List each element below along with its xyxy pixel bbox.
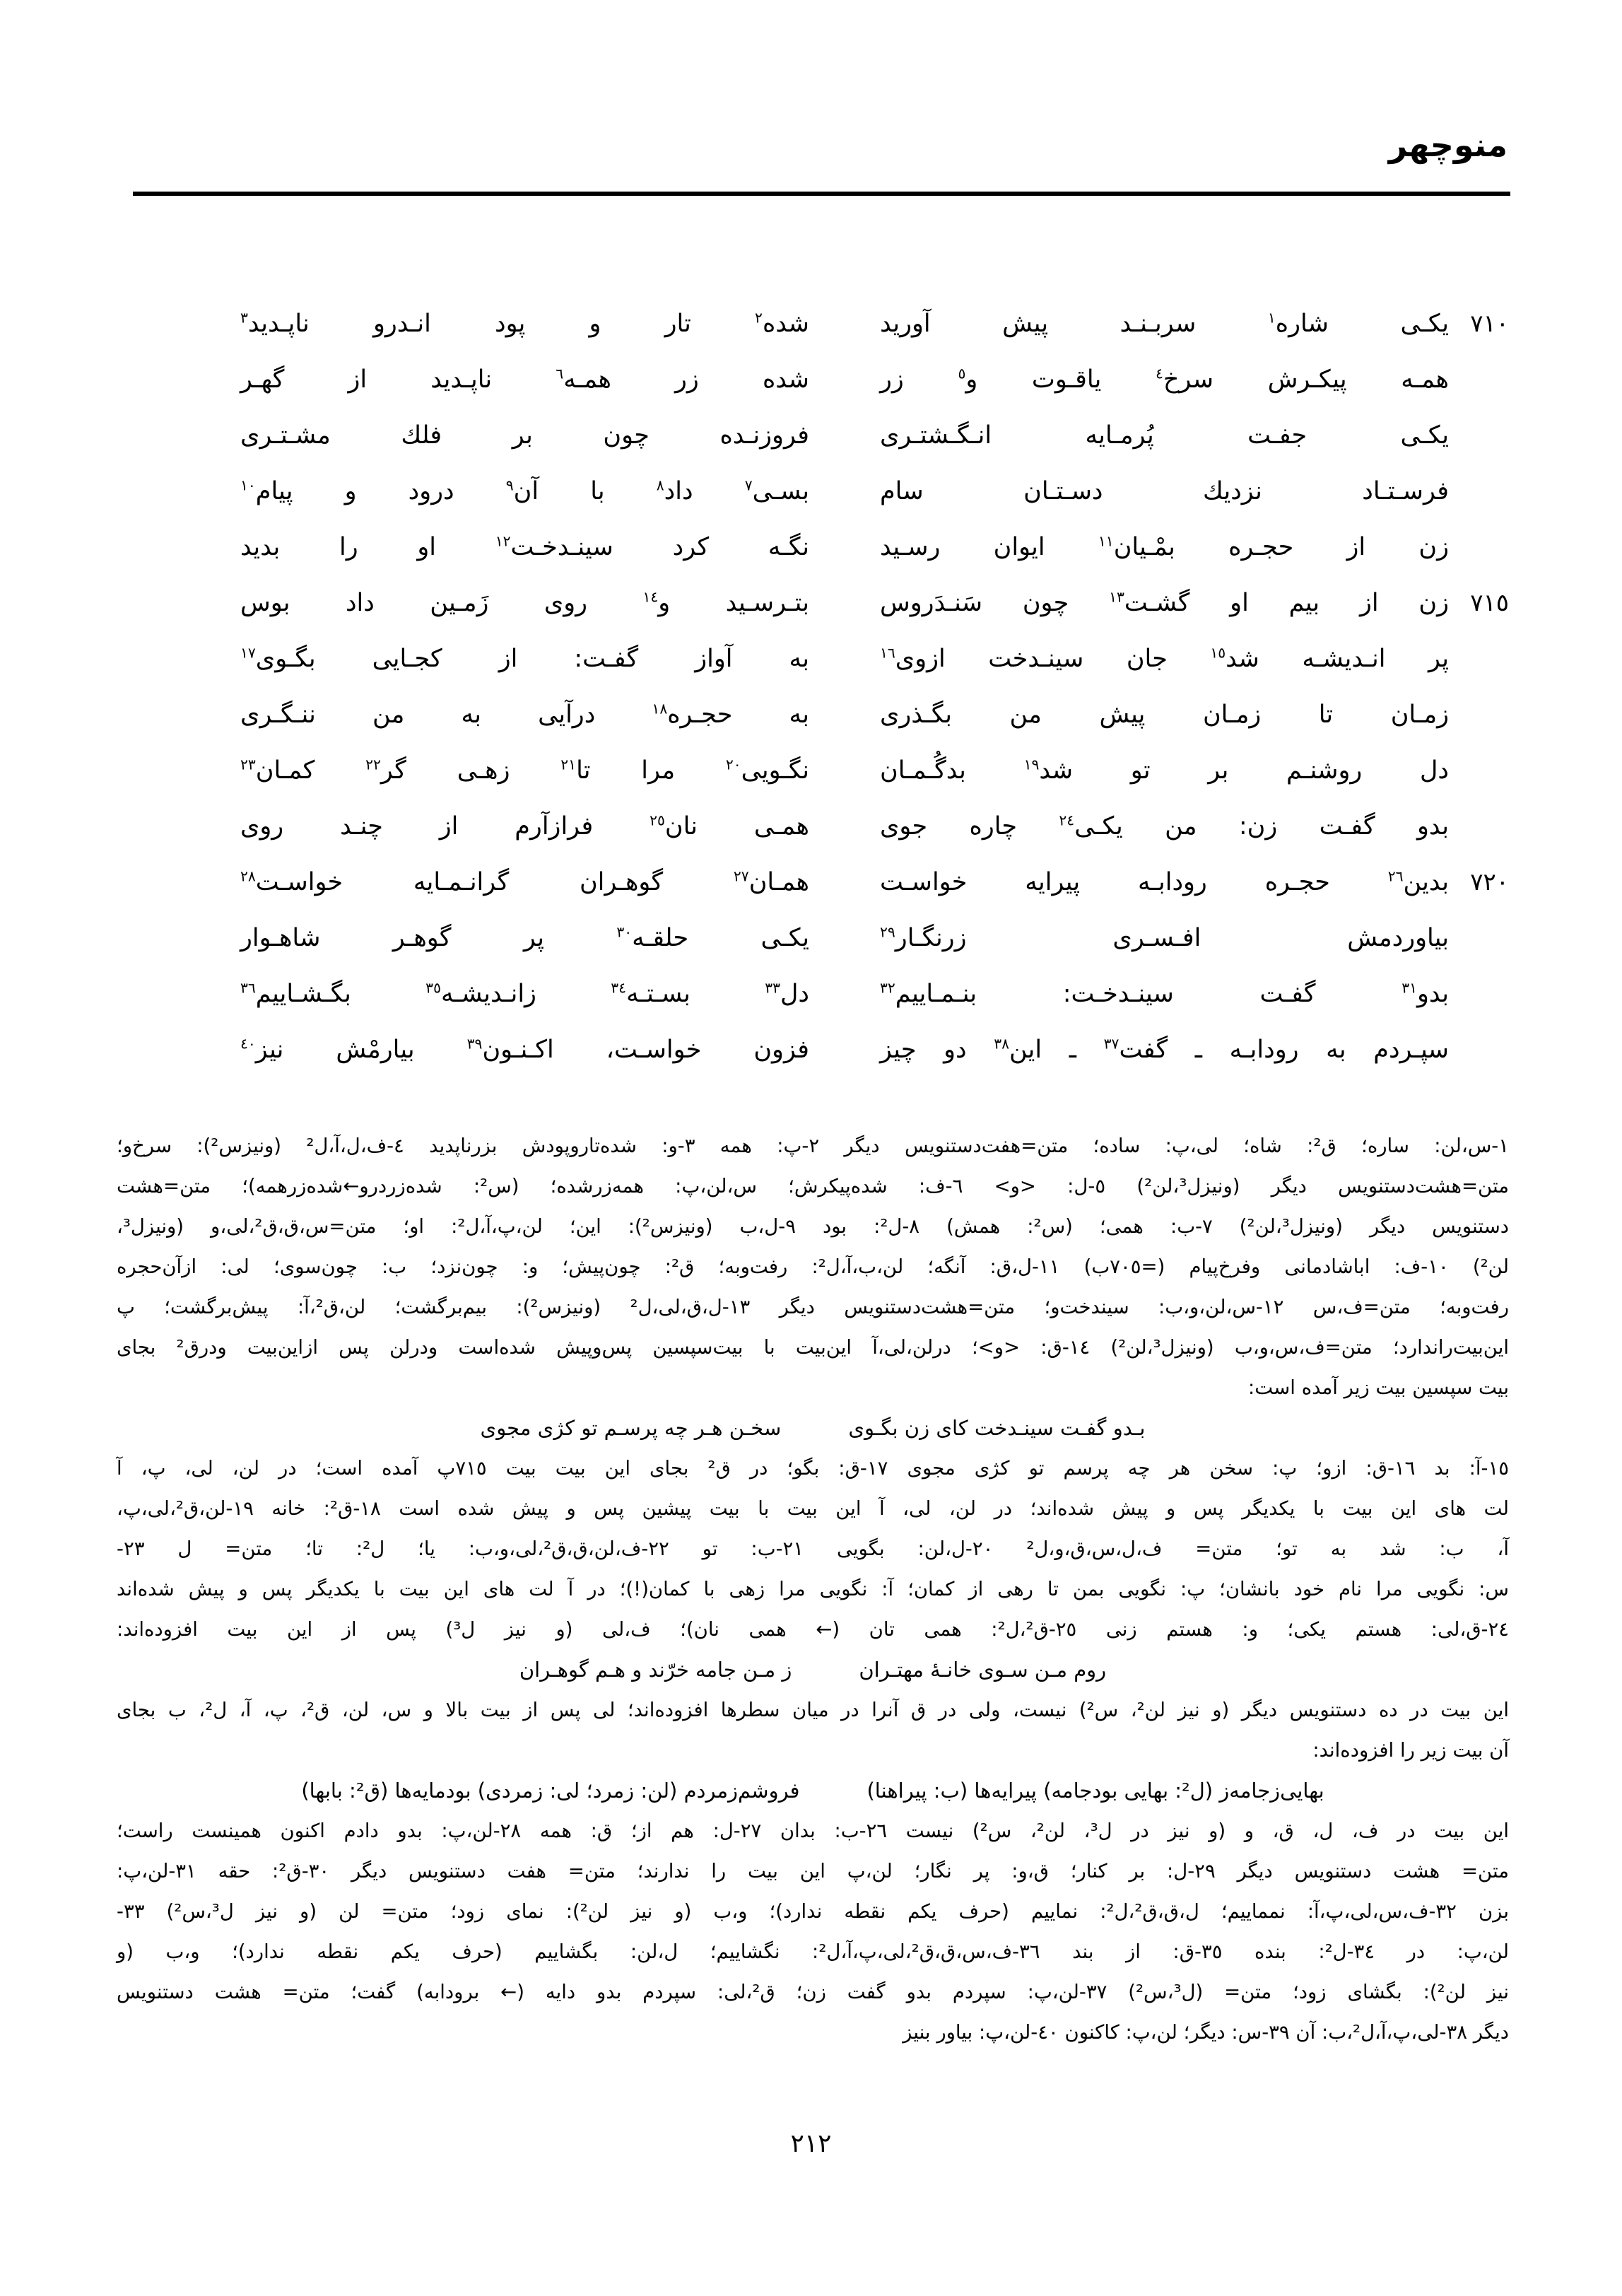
footnote-marker: ٢٨: [240, 867, 256, 884]
verse-row: [240, 631, 1509, 686]
page-header-title: منوچهر: [1388, 126, 1508, 164]
footnote-marker: ٨: [656, 476, 664, 493]
apparatus-line: آن بیت زیر را افزوده‌اند:: [1312, 1739, 1509, 1762]
apparatus-verse-right: بـدو گفـت سینـدخت كای زن بگـوی: [848, 1416, 1146, 1440]
critical-apparatus: [117, 1126, 1509, 2053]
verse-row: [240, 742, 1509, 798]
footnote-marker: ٢٠: [725, 755, 741, 773]
apparatus-verse-left: ز مـن جامه خرّند و هـم گوهـران: [519, 1658, 792, 1682]
footnote-marker: ٢٢: [365, 755, 381, 773]
hemistich-right: زن از حجـره بمْـیان$^{١١}$ ایوان رسـید: [880, 532, 1449, 561]
apparatus-line: لن،پ: در ٣٤-ل²: بنده ٣٥-ق: از بند ٣٦-ف،س،ق،ق²،لی،پ،آ،ل²: نگشاییم؛ ل،لن: بگشاییم (حرف یكم نقطه ندارد)؛ و،ب (و: [117, 1940, 1509, 1963]
hemistich-left: یكـی حلقـه$^{٣٠}$ پر گوهـر شاهـوار: [240, 922, 809, 952]
apparatus-verse-right: روم مـن سـوی خانـهٔ مهتـران: [859, 1658, 1107, 1682]
apparatus-line: بزن ٣٢-ف،س،لی،پ،آ: نمماییم؛ ل،ق،ق²،ل²: نماییم (حرف یكم نقطه ندارد)؛ و،ب (و نیز لن²): نمای زود؛ متن= لن (و نیز ل³،س²) ٣٣-: [117, 1900, 1510, 1923]
footnote-marker: ٧: [744, 476, 753, 493]
verse-row: [240, 519, 1509, 575]
apparatus-inline-verse: [117, 1650, 1509, 1690]
footnote-marker: ٢٦: [1387, 867, 1404, 884]
verse-row: [240, 966, 1509, 1021]
footnote-marker: ٣٨: [994, 1034, 1010, 1052]
hemistich-left: دل$^{٣٣}$ بسـتـه$^{٣٤}$ زانـدیشـه$^{٣٥}$ بگـشـاییم$^{٣٦}$: [240, 978, 809, 1008]
hemistich-left: بتـرسـید و$^{١٤}$ روی زَمـین داد بوس: [240, 587, 809, 617]
apparatus-line: ٢٤-ق،لی: هستم یكی؛ و: هستم زنی ٢٥-ق²،ل²: همی تان (← همی نان)؛ ف،لی (و نیز ل³) پس از این بیت افزوده‌اند:: [117, 1618, 1510, 1641]
footnote-marker: ١: [1267, 308, 1276, 326]
hemistich-left: به آواز گفـت: از كجـایی بگـوی$^{١٧}$: [240, 643, 809, 673]
verse-row: [240, 463, 1509, 519]
footnote-marker: ٤: [1155, 364, 1163, 382]
footnote-marker: ١٠: [240, 476, 256, 493]
verse-number: ٧١٥: [1470, 588, 1509, 617]
footnote-marker: ٣٠: [616, 922, 633, 940]
header-rule: [133, 192, 1510, 196]
footnote-marker: ١١: [1098, 532, 1114, 549]
footnote-marker: ١٧: [240, 643, 256, 661]
footnote-marker: ٣٦: [240, 978, 256, 996]
footnote-marker: ٢٧: [733, 867, 749, 884]
footnote-marker: ١٤: [642, 587, 659, 605]
hemistich-right: زن از بیم او گشـت$^{١٣}$ چون سَنـدَروس: [880, 587, 1449, 617]
page-number: ٢١٢: [790, 2129, 832, 2158]
hemistich-left: همـان$^{٢٧}$ گوهـران گرانـمـایه خواسـت$^{٢٨}$: [240, 867, 809, 896]
hemistich-right: یکـی شاره$^١$ سربـنـد پیش آورید: [880, 308, 1449, 338]
verse-number: ٧٢٠: [1470, 867, 1509, 896]
footnote-marker: ٢: [755, 308, 763, 326]
hemistich-right: بدو$^{٣١}$ گفـت سینـدخـت: بنـمـاییم$^{٣٢}$: [880, 978, 1449, 1008]
hemistich-right: دل روشنـم بر تو شد$^{١٩}$ بدگُـمـان: [880, 755, 1449, 785]
footnote-marker: ١٢: [495, 532, 511, 549]
hemistich-left: فروزنـده چون بر فلك مشـتـری: [240, 421, 809, 450]
verse-number: ٧١٠: [1470, 309, 1509, 338]
hemistich-left: به حجـره$^{١٨}$ درآیی به من ننـگـری: [240, 699, 809, 729]
apparatus-verse-left: سخـن هـر چه پرسـم تو كژی مجوی: [480, 1416, 782, 1440]
hemistich-left: نگـویی$^{٢٠}$ مرا تا$^{٢١}$ زهـی گر$^{٢٢}$ كمـان$^{٢٣}$: [240, 755, 809, 785]
footnote-marker: ٣٢: [880, 978, 895, 996]
footnote-marker: ٣٧: [1103, 1034, 1119, 1052]
verse-row: [240, 575, 1509, 631]
footnote-marker: ٤٠: [240, 1034, 256, 1052]
apparatus-line: متن=هشت‌دستنویس دیگر (ونیزل³،لن²) ٥-ل: <و> ٦-ف: شده‌پیكرش؛ س،لن،پ: همه‌زرشده؛ (س²: شده‌زردرو←شده‌زرهمه)؛ متن=هشت: [117, 1175, 1509, 1197]
hemistich-right: سپـردم به رودابـه ـ گفت$^{٣٧}$ ـ این$^{٣٨}$ دو چیز: [880, 1034, 1449, 1064]
poem-section: [240, 295, 1509, 1077]
verse-row: [240, 910, 1509, 966]
hemistich-right: بدین$^{٢٦}$ حجـره رودابـه پیرایه خواسـت: [880, 867, 1449, 896]
apparatus-line: نیز لن²): بگشای زود؛ متن= (ل³،س²) ٣٧-لن،پ: سپردم بدو گفت زن؛ ق²،لی: سپردم بدو دایه (← برودابه) گفت؛ متن= هشت دستنویس: [117, 1981, 1509, 2003]
footnote-marker: ٢٩: [880, 922, 895, 940]
hemistich-left: فزون خواسـت، اكـنـون$^{٣٩}$ بیارمْش نیز$^{٤٠}$: [240, 1034, 809, 1064]
footnote-marker: ١٦: [880, 643, 895, 661]
hemistich-left: بسـی$^٧$ داد$^٨$ با آن$^٩$ درود و پیام$^{١٠}$: [240, 476, 810, 505]
footnote-marker: ٩: [505, 476, 514, 493]
verse-row: [240, 798, 1509, 854]
verse-row: [240, 854, 1509, 910]
footnote-marker: ٢٤: [1059, 811, 1075, 828]
apparatus-line: لت های این بیت با یكدیگر پس و پیش شده‌اند؛ در لن، لی، آ این بیت با بیت پیشین پس و پیش شده است ١٨-ق²: خانه ١٩-لن،ق²،لی،پ،: [117, 1497, 1509, 1520]
footnote-marker: ٣١: [1401, 978, 1417, 996]
verse-row: [240, 407, 1509, 463]
apparatus-line: دستنویس دیگر (ونیزل³،لن²) ٧-ب: همی؛ (س²: همش) ٨-ل²: بود ٩-ل،ب (ونیزس²): این؛ لن،پ،آ،ل²: او؛ متن=س،ق،ق²،لی،و (ونیزل³،: [117, 1215, 1509, 1238]
apparatus-inline-verse: [117, 1408, 1509, 1448]
hemistich-left: همـی نان$^{٢٥}$ فرازآرم از چنـد روی: [240, 811, 809, 840]
footnote-marker: ٢٥: [650, 811, 665, 828]
footnote-marker: ١٣: [1109, 587, 1124, 605]
hemistich-left: شده$^٢$ تار و پود انـدرو ناپـدید$^٣$: [240, 308, 809, 338]
footnote-marker: ٣٤: [611, 978, 627, 996]
apparatus-line: آ، ب: شد به تو؛ متن= ف،ل،س،ق،و،ل² ٢٠-ل،لن: بگویی ٢١-ب: تو ٢٢-ف،لن،ق،ق²،لی،و،ب: یا؛ ل²: تا؛ متن= ل ٢٣-: [117, 1538, 1509, 1560]
footnote-marker: ٣٣: [765, 978, 780, 996]
apparatus-line: ١-س،لن: ساره؛ ق²: شاه؛ لی،پ: ساده؛ متن=هفت‌دستنویس دیگر ٢-پ: همه ٣-و: شده‌تاروپودش بزرناپدید ٤-ف،ل،آ،ل² (ونیزس²): سرخ‌و؛: [117, 1135, 1509, 1157]
verse-row: [240, 686, 1509, 742]
footnote-marker: ٦: [556, 364, 564, 382]
footnote-marker: ١٩: [1023, 755, 1040, 773]
hemistich-right: پر انـدیشـه شد$^{١٥}$ جان سینـدخت ازوی$^{١٦}$: [880, 643, 1449, 673]
hemistich-left: شده زر همـه$^٦$ ناپـدید از گهـر: [240, 364, 809, 394]
footnote-marker: ١٨: [652, 699, 668, 717]
apparatus-verse-right: بهایی‌زجامه‌ز (ل²: بهایی بودجامه) پیرایه‌ها (ب: پیراهنا): [866, 1779, 1324, 1803]
hemistich-right: همـه پیکـرش سرخ$^٤$ یاقـوت و$^٥$ زر: [880, 364, 1449, 394]
apparatus-line: این بیت در ف، ل، ق، و (و نیز در ل³، لن²، س²) نیست ٢٦-ب: بدان ٢٧-ل: هم از؛ ق: همه ٢٨-لن،پ: بدو دادم اكنون همینست راست؛: [117, 1820, 1510, 1842]
footnote-marker: ٢٣: [240, 755, 256, 773]
verse-row: [240, 295, 1509, 351]
footnote-marker: ٣٥: [425, 978, 441, 996]
footnote-marker: ١٥: [1210, 643, 1226, 661]
hemistich-left: نگـه كرد سینـدخـت$^{١٢}$ او را بدید: [240, 532, 810, 561]
hemistich-right: فرسـتـاد نزدیك دسـتـان سام: [880, 476, 1449, 505]
apparatus-line: این بیت در ده دستنویس دیگر (و نیز لن²، س²) نیست، ولی در ق آنرا در میان سطرها افزوده‌اند؛ لی پس از بیت بالا و س، لن، ق²، پ، آ، ل²، ب بجای: [117, 1699, 1509, 1721]
hemistich-right: زمـان تا زمـان پیش من بگـذری: [880, 700, 1449, 729]
hemistich-right: بدو گفـت زن: من یکـی$^{٢٤}$ چاره جوی: [880, 811, 1449, 840]
verse-row: [240, 351, 1509, 407]
footnote-marker: ٣: [240, 308, 248, 326]
apparatus-line: س: نگویی مرا نام خود بانشان؛ پ: نگویی بمن تا رهی از كمان؛ آ: نگویی مرا زهی با كمان(!)؛ در آ لت های این بیت با یكدیگر پس و پیش شده‌اند: [117, 1578, 1509, 1600]
apparatus-line: این‌بیت‌راندارد؛ متن=ف،س،و،ب (ونیزل³،لن²) ١٤-ق: <و>؛ درلن،لی،آ این‌بیت با بیت‌سپسین پس‌وپیش شده‌است ودرلن پس ازاین‌بیت ودرق² بجای: [117, 1336, 1510, 1359]
apparatus-line: ١٥-آ: بد ١٦-ق: ازو؛ پ: سخن هر چه پرسم تو كژی مجوی ١٧-ق: بگو؛ در ق² بجای این بیت بیت ٧١٥پ آمده است؛ در لن، لی، پ، آ: [117, 1457, 1510, 1480]
hemistich-right: یکـی جفـت پُرمـایه انـگـشتـری: [880, 421, 1449, 450]
footnote-marker: ٢١: [560, 755, 577, 773]
apparatus-line: دیگر ٣٨-لی،پ،آ،ل²،ب: آن ٣٩-س: دیگر؛ لن،پ: كاكنون ٤٠-لن،پ: بیاور بنیز: [903, 2021, 1509, 2044]
verse-row: [240, 1021, 1509, 1077]
footnote-marker: ٣٩: [466, 1034, 483, 1052]
apparatus-line: متن= هشت دستنویس دیگر ٢٩-ل: بر كنار؛ ق،و: پر نگار؛ لن،پ این بیت را ندارند؛ متن= هفت دستنویس دیگر ٣٠-ق²: حقه ٣١-لن،پ:: [117, 1860, 1509, 1882]
footnote-marker: ٥: [958, 364, 966, 382]
apparatus-line: بیت سپسین بیت زیر آمده است:: [1248, 1376, 1509, 1399]
apparatus-verse-left: فروشم‌زمردم (لن: زمرد؛ لی: زمردی) بودمایه‌ها (ق²: بابها): [301, 1779, 800, 1803]
apparatus-line: لن²) ١٠-ف: اباشادمانی وفرخ‌پیام (=٧٠٥ب) ١١-ل،ق: آنگه؛ لن،ب،آ،ل²: رفت‌وبه؛ ق²: چون‌پیش؛ و: چون‌نزد؛ ب: چون‌سوی؛ لی: ازآن‌حجره: [117, 1255, 1509, 1278]
apparatus-line: رفت‌وبه؛ متن=ف،س ١٢-س،لن،و،ب: سیندخت‌و؛ متن=هشت‌دستنویس دیگر ١٣-ل،ق،لی،ل² (ونیزس²): بیم‌برگشت؛ لن،ق²،آ: پیش‌برگشت؛ پ: [117, 1296, 1509, 1318]
apparatus-inline-verse: [117, 1771, 1509, 1811]
hemistich-right: بیاوردمش افـسـری زرنگـار$^{٢٩}$: [880, 922, 1449, 952]
